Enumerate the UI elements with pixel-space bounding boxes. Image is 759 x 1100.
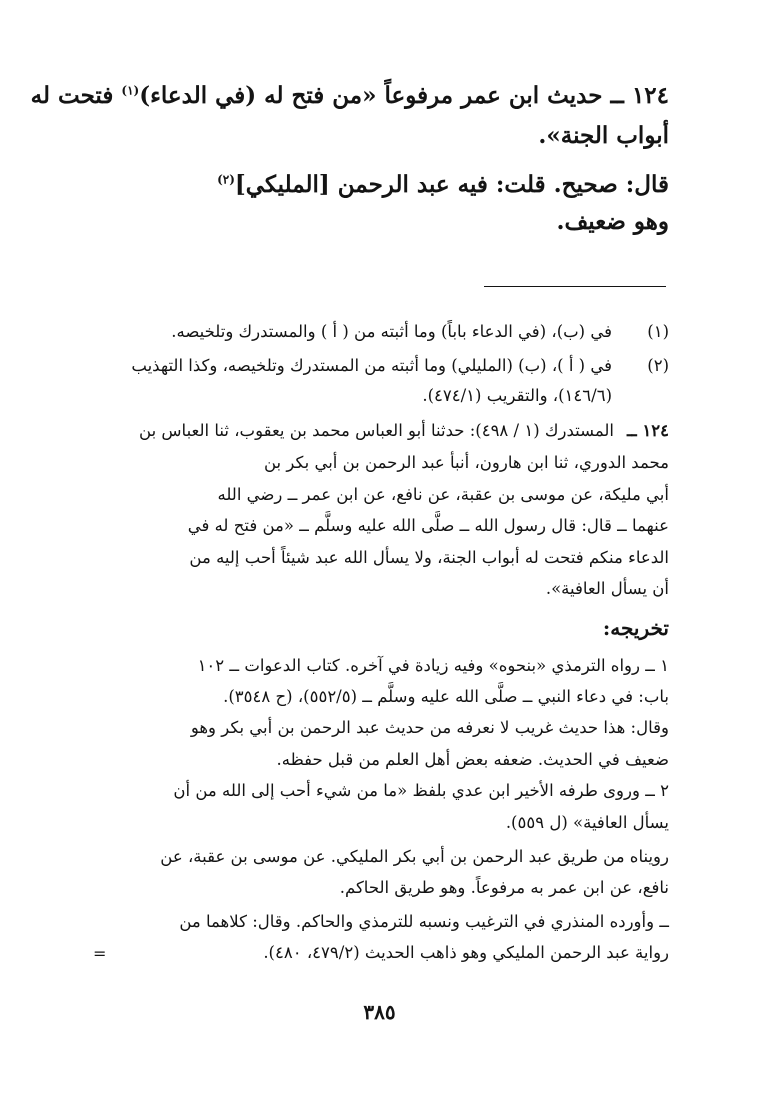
takhrij-line-6: يسأل العافية» (ل ٥٥٩).	[505, 813, 669, 832]
takhrij-line-10: رواية عبد الرحمن المليكي وهو ذاهب الحديث (٤٧٩/٢، ٤٨٠).	[263, 943, 669, 962]
source-line-4: عنهما ــ قال: قال رسول الله ــ صلَّى الله عليه وسلَّم ــ «من فتح له في	[187, 516, 669, 535]
page-number: ٣٨٥	[363, 1000, 396, 1024]
takhrij-heading: تخريجه:	[602, 616, 669, 640]
footnote-ref-2: (٢)	[217, 172, 235, 187]
continuation-mark: =	[93, 944, 107, 963]
source-line-5: الدعاء منكم فتحت له أبواب الجنة، ولا يسأل الله عبد شيئاً أحب إليه من	[189, 548, 669, 567]
hadith-line-1: ١٢٤ ــ حديث ابن عمر مرفوعاً «من فتح له (في الدعاء)$^{(١)}$ فتحت له	[30, 82, 669, 109]
source-line-2: محمد الدوري، ثنا ابن هارون، أنبأ عبد الرحمن بن أبي بكر بن	[264, 453, 669, 472]
takhrij-line-7: رويناه من طريق عبد الرحمن بن أبي بكر المليكي. عن موسى بن عقبة، عن	[160, 847, 669, 866]
hadith-line-4: وهو ضعيف.	[556, 208, 669, 235]
footnote-divider	[484, 286, 666, 287]
hadith-line-2: أبواب الجنة».	[538, 122, 669, 149]
source-line-1: المستدرك (١ / ٤٩٨): حدثنا أبو العباس محمد بن يعقوب، ثنا العباس بن	[139, 421, 614, 440]
hadith-line-3: قال: صحيح. قلت: فيه عبد الرحمن [المليكي]$^{(٢)}$	[217, 171, 669, 198]
footnote-ref-1: (١)	[121, 83, 140, 98]
takhrij-line-2: باب: في دعاء النبي ــ صلَّى الله عليه وسلَّم ــ (٥٥٢/٥)، (ح ٣٥٤٨).	[223, 687, 669, 706]
footnote-2-line-1: في ( أ )، (ب) (المليلي) وما أثبته من المستدرك وتلخيصه، وكذا التهذيب	[131, 356, 612, 375]
footnote-2-line-2: (١٤٦/٦)، والتقريب (٤٧٤/١).	[422, 386, 612, 405]
takhrij-line-4: ضعيف في الحديث. ضعفه بعض أهل العلم من قبل حفظه.	[276, 750, 669, 769]
takhrij-line-8: نافع، عن ابن عمر به مرفوعاً. وهو طريق الحاكم.	[339, 878, 669, 897]
takhrij-line-9: ــ وأورده المنذري في الترغيب ونسبه للترمذي والحاكم. وقال: كلاهما من	[179, 912, 669, 931]
takhrij-line-1: ١ ــ رواه الترمذي «بنحوه» وفيه زيادة في آخره. كتاب الدعوات ــ ١٠٢	[197, 656, 669, 675]
footnote-1-line-1: في (ب)، (في الدعاء باباً) وما أثبته من ( أ ) والمستدرك وتلخيصه.	[171, 322, 612, 341]
source-line-3: أبي مليكة، عن موسى بن عقبة، عن نافع، عن ابن عمر ــ رضي الله	[217, 485, 669, 504]
takhrij-line-3: وقال: هذا حديث غريب لا نعرفه من حديث عبد الرحمن بن أبي بكر وهو	[190, 718, 669, 737]
takhrij-line-5: ٢ ــ وروى طرفه الأخير ابن عدي بلفظ «ما من شيء أحب إلى الله من أن	[173, 781, 669, 800]
footnote-label-1: (١)	[647, 322, 669, 341]
footnote-label-2: (٢)	[647, 356, 669, 375]
source-label: ١٢٤ ــ	[626, 421, 669, 440]
source-line-6: أن يسأل العافية».	[545, 579, 669, 598]
